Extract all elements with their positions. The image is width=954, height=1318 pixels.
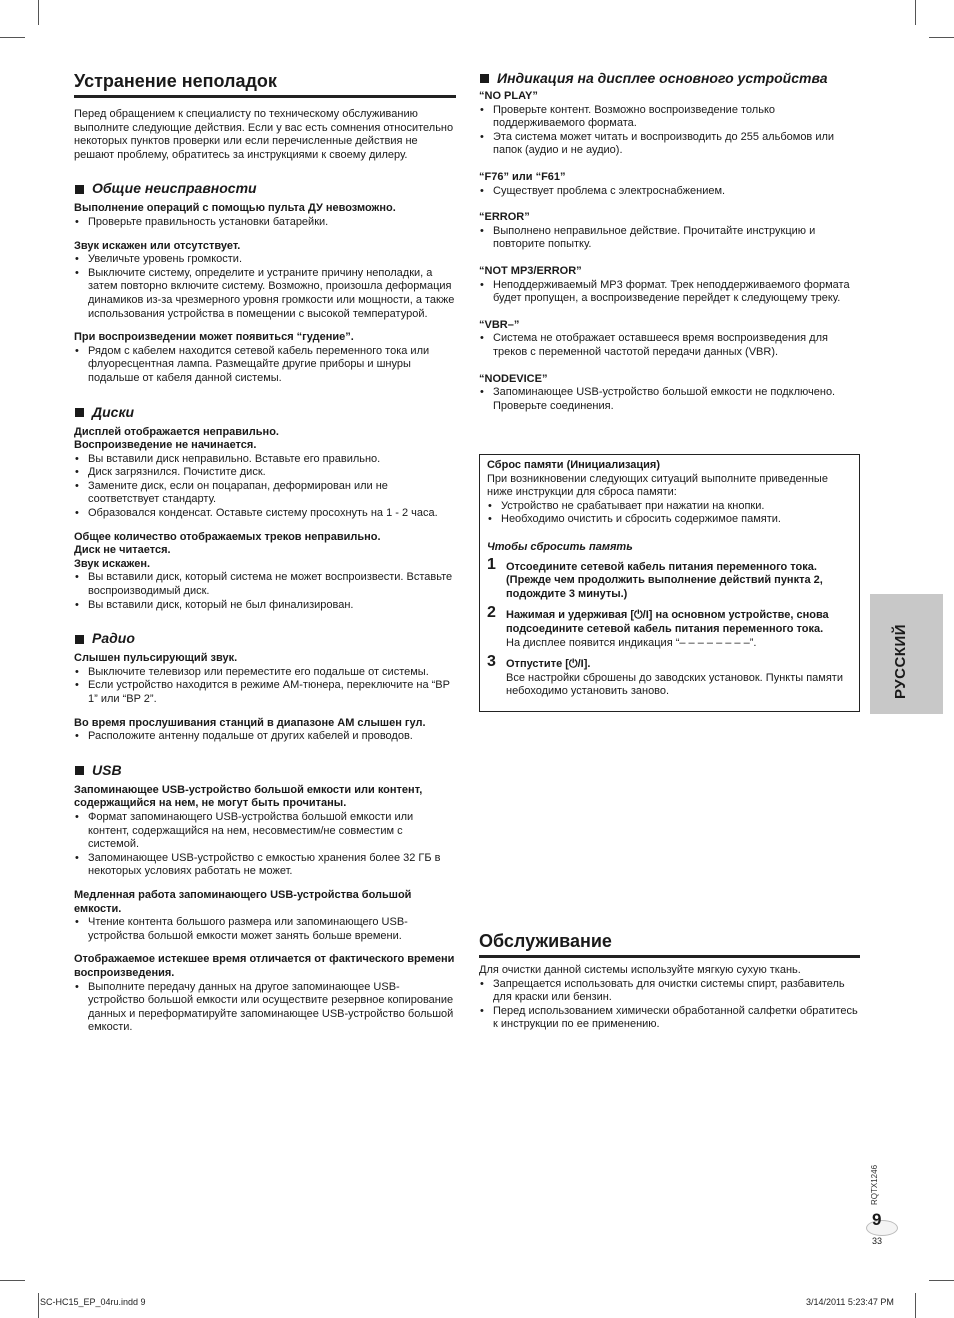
reset-steps: [487, 555, 852, 699]
maintenance-section: [479, 930, 860, 1032]
problem-title: Дисплей отображается неправильно.: [74, 425, 279, 438]
solution-list: [74, 916, 456, 943]
page-number: 9: [872, 1210, 882, 1229]
indication-group: [479, 265, 860, 306]
square-bullet-icon: [75, 185, 84, 194]
problem-title: Диск не читается.: [74, 544, 171, 557]
problem-group: [74, 784, 456, 879]
indication-group: [479, 90, 860, 158]
problem-group: [74, 652, 456, 706]
problem-title: Слышен пульсирующий звук.: [74, 652, 238, 665]
solution-list: [74, 666, 456, 707]
problem-title: Запоминающее USB-устройство большой емкости или контент, содержащийся на нем, не могут быть прочитаны.: [74, 783, 423, 810]
solution-list: [74, 811, 456, 879]
step-instruction: Нажимая и удерживая [⏻/I] на основном устройстве, снова подсоедините сетевой кабель питания переменного тока.: [506, 609, 829, 635]
footer-filename: SC-HC15_EP_04ru.indd 9: [40, 1297, 146, 1307]
indication-item: • Неподдерживаемый MP3 формат. Трек неподдерживаемого формата будет пропущен, а воспроизведение перейдет к следующему треку.: [479, 279, 860, 306]
solution-item: • Проверьте правильность установки батарейки.: [74, 216, 456, 230]
indication-item: • Проверьте контент. Возможно воспроизведение только поддерживаемого формата.: [479, 104, 860, 131]
indication-list: [479, 185, 860, 199]
indication-code: “NOT MP3/ERROR”: [479, 264, 582, 277]
step-text: На дисплее появится индикация “– – – – – – – –”.: [506, 636, 757, 649]
step-note: (Прежде чем продолжить выполнение действий пункта 2, подождите 3 минуты.): [506, 574, 823, 600]
page-number-small: 33: [872, 1236, 883, 1246]
indication-group: [479, 319, 860, 360]
indication-code: “ERROR”: [479, 211, 530, 224]
solution-item: • Запоминающее USB-устройство с емкостью хранения более 32 ГБ в некоторых условиях работать не может.: [74, 852, 456, 879]
section-heading: [74, 762, 456, 778]
solution-list: [74, 345, 456, 386]
solution-item: • Формат запоминающего USB-устройства большой емкости или контент, содержащийся на нем, несовместим/не совместим с системой.: [74, 811, 456, 852]
solution-list: [74, 453, 456, 521]
maintenance-title: Обслуживание: [479, 930, 860, 958]
problem-title: Во время прослушивания станций в диапазоне AM слышен гул.: [74, 716, 426, 729]
problem-title: Общее количество отображаемых треков неправильно.: [74, 530, 381, 543]
solution-item: • Выключите систему, определите и устраните причину неполадки, а затем повторно включите систему. Возможно, произошла деформация динамиков из-за чрезмерного уровня громкости или мощности, а также использования устройства в помещении с высокой температурой.: [74, 267, 456, 321]
solution-item: • Увеличьте уровень громкости.: [74, 253, 456, 267]
square-bullet-icon: [75, 408, 84, 417]
step-number: 1: [487, 555, 496, 573]
reset-intro: При возникновении следующих ситуаций выполните приведенные ниже инструкции для сброса памяти:: [487, 472, 828, 499]
indication-code: “NO PLAY”: [479, 90, 538, 102]
problem-title: Звук искажен.: [74, 557, 151, 570]
solution-item: • Рядом с кабелем находится сетевой кабель переменного тока или флуоресцентная лампа. Размещайте другие приборы и шнуры подальше от кабеля данной системы.: [74, 345, 456, 386]
square-bullet-icon: [75, 766, 84, 775]
indication-item: • Эта система может читать и воспроизводить до 255 альбомов или папок (аудио и не аудио).: [479, 131, 860, 158]
square-bullet-icon: [75, 635, 84, 644]
document-code: RQTX1246: [870, 1164, 879, 1205]
section-heading-text: Общие неисправности: [92, 180, 257, 197]
problem-group: [74, 717, 456, 744]
solution-item: • Если устройство находится в режиме AM-тюнера, переключите на “BP 1” или “BP 2”.: [74, 679, 456, 706]
indication-group: [479, 171, 860, 198]
indication-list: [479, 279, 860, 306]
problem-group: [74, 953, 456, 1035]
section-heading: Индикация на дисплее основного устройства: [479, 70, 860, 86]
maintenance-intro: Для очистки данной системы используйте мягкую сухую ткань.: [479, 964, 801, 976]
indication-code: “VBR–”: [479, 318, 520, 331]
section-heading: [74, 404, 456, 420]
page-number-oval: [866, 1220, 898, 1236]
solution-list: [74, 571, 456, 612]
indication-list: [479, 104, 860, 158]
solution-item: • Вы вставили диск, который не был финализирован.: [74, 599, 456, 613]
problem-group: [74, 240, 456, 322]
maintenance-item: • Перед использованием химически обработанной салфетки обратитесь к инструкции по ее применению.: [479, 1005, 860, 1032]
problem-title: Воспроизведение не начинается.: [74, 439, 257, 452]
maintenance-item: • Запрещается использовать для очистки системы спирт, разбавитель для краски или бензин.: [479, 978, 860, 1005]
right-column: [479, 70, 860, 426]
section-heading-text: Радио: [92, 630, 135, 647]
indication-list: [479, 332, 860, 359]
solution-list: [74, 981, 456, 1035]
problem-title: Звук искажен или отсутствует.: [74, 239, 241, 252]
reset-condition: • Устройство не срабатывает при нажатии на кнопки.: [487, 500, 852, 514]
maintenance-list: [479, 978, 860, 1032]
step-number: 2: [487, 604, 496, 622]
problem-group: [74, 426, 456, 521]
section-heading: [74, 180, 456, 196]
solution-item: • Вы вставили диск, который система не может воспроизвести. Вставьте воспроизводимый диск.: [74, 571, 456, 598]
problem-group: [74, 202, 456, 229]
solution-list: [74, 253, 456, 321]
step-instruction: Отпустите [⏻/I].: [506, 658, 591, 671]
problem-title: Выполнение операций с помощью пульта ДУ невозможно.: [74, 202, 396, 215]
reset-step: [487, 653, 852, 699]
solution-item: • Образовался конденсат. Оставьте систему просохнуть на 1 - 2 часа.: [74, 507, 456, 521]
indications-list: [479, 90, 860, 413]
section-heading-text: USB: [92, 761, 122, 778]
problem-group: [74, 889, 456, 943]
problem-title: При воспроизведении может появиться “гудение”.: [74, 331, 354, 344]
solution-item: • Диск загрязнился. Почистите диск.: [74, 466, 456, 480]
problem-group: [74, 531, 456, 613]
solution-item: • Выключите телевизор или переместите его подальше от системы.: [74, 666, 456, 680]
reset-step: [487, 604, 852, 650]
indication-group: [479, 211, 860, 252]
problem-group: [74, 331, 456, 385]
solution-list: [74, 730, 456, 744]
indication-code: “F76” или “F61”: [479, 170, 566, 183]
solution-item: • Вы вставили диск неправильно. Вставьте его правильно.: [74, 453, 456, 467]
indication-group: [479, 373, 860, 414]
left-column: [74, 70, 456, 1045]
step-number: 3: [487, 653, 496, 671]
indication-item: • Запоминающее USB-устройство большой емкости не подключено. Проверьте соединения.: [479, 386, 860, 413]
problem-title: Отображаемое истекшее время отличается от фактического времени воспроизведения.: [74, 953, 455, 979]
solution-item: • Чтение контента большого размера или запоминающего USB-устройства большой емкости может занять больше времени.: [74, 916, 456, 943]
footer-timestamp: 3/14/2011 5:23:47 PM: [806, 1297, 894, 1307]
reset-step: [487, 555, 852, 602]
language-tab-label: РУССКИЙ: [892, 623, 909, 699]
indication-list: [479, 386, 860, 413]
reset-condition: • Необходимо очистить и сбросить содержимое памяти.: [487, 513, 852, 527]
indication-list: [479, 225, 860, 252]
indication-item: • Существует проблема с электроснабжением.: [479, 185, 860, 199]
indication-item: • Система не отображает оставшееся время воспроизведения для треков с переменной частотой передачи данных (VBR).: [479, 332, 860, 359]
reset-memory-box: [479, 454, 860, 712]
section-heading: [74, 630, 456, 646]
problem-title: Медленная работа запоминающего USB-устройства большой емкости.: [74, 888, 412, 915]
square-bullet-icon: [480, 74, 489, 83]
troubleshooting-sections: [74, 180, 456, 1035]
step-instruction: Отсоедините сетевой кабель питания переменного тока.: [506, 560, 817, 573]
solution-item: • Замените диск, если он поцарапан, деформирован или не соответствует стандарту.: [74, 480, 456, 507]
section-heading-text: Диски: [92, 403, 135, 420]
indication-item: • Выполнено неправильное действие. Прочитайте инструкцию и повторите попытку.: [479, 225, 860, 252]
intro-text: Перед обращением к специалисту по техническому обслуживанию выполните следующие действия. Если у вас есть сомнения относительно некоторых пунктов проверки или если перечисленные действия не решают проблему, обратитесь за инструкциями к своему дилеру.: [74, 108, 454, 161]
indication-code: “NODEVICE”: [479, 372, 548, 385]
language-tab: [870, 594, 943, 714]
reset-subheading: Чтобы сбросить память: [487, 540, 633, 553]
step-text: Все настройки сброшены до заводских установок. Пункты памяти небоходимо установить заново.: [506, 671, 843, 698]
solution-item: • Расположите антенну подальше от других кабелей и проводов.: [74, 730, 456, 744]
solution-list: [74, 216, 456, 230]
page-title: Устранение неполадок: [74, 70, 456, 98]
reset-conditions: [487, 500, 852, 527]
reset-title: Сброс памяти (Инициализация): [487, 459, 660, 471]
solution-item: • Выполните передачу данных на другое запоминающее USB-устройство большой емкости или осуществите резервное копирование данных и переформатируйте запоминающее USB-устройство большой емкости.: [74, 981, 456, 1035]
